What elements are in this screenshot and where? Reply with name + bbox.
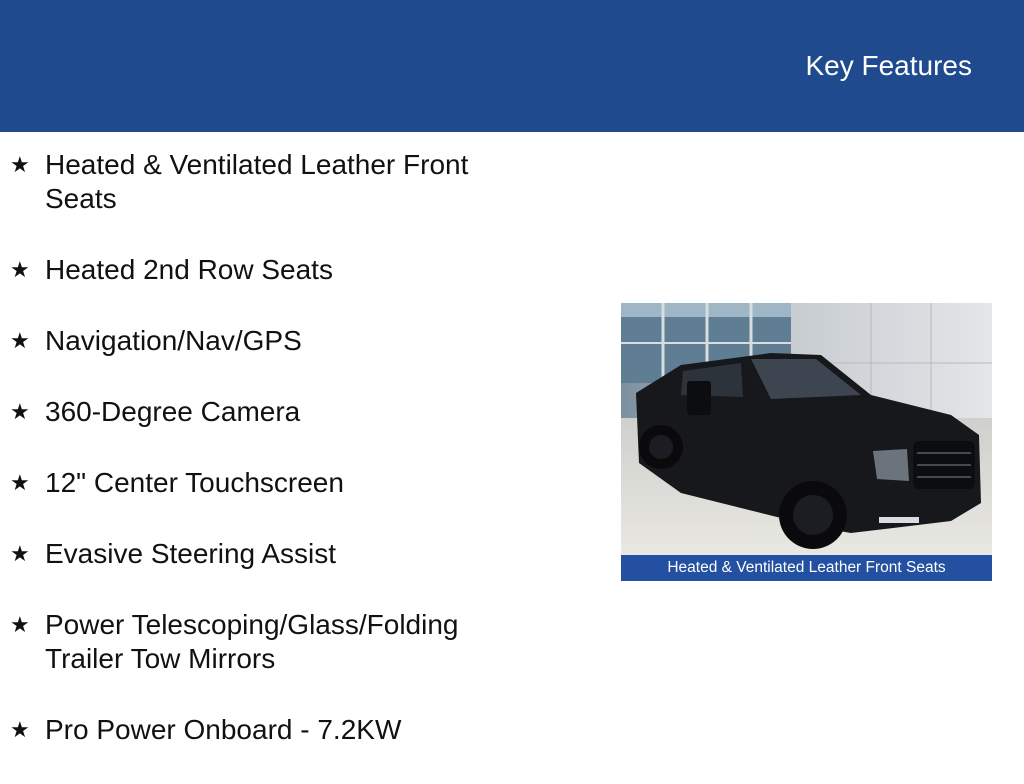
star-icon: ★: [10, 152, 30, 177]
photo-caption: Heated & Ventilated Leather Front Seats: [621, 555, 992, 581]
star-icon: ★: [10, 541, 30, 566]
list-item: [0, 608, 515, 676]
feature-label: 12" Center Touchscreen: [45, 467, 344, 498]
page-title: Key Features: [805, 50, 972, 81]
list-item: [0, 253, 515, 287]
feature-list: [0, 148, 560, 784]
feature-label: Evasive Steering Assist: [45, 538, 337, 569]
star-icon: ★: [10, 717, 30, 742]
list-item: [0, 324, 515, 358]
list-item: [0, 466, 515, 500]
list-item: [0, 713, 515, 747]
feature-label: Heated & Ventilated Leather Front Seats: [45, 149, 469, 214]
star-icon: ★: [10, 328, 30, 353]
feature-label: Power Telescoping/Glass/Folding Trailer Tow Mirrors: [45, 609, 459, 674]
star-icon: ★: [10, 399, 30, 424]
list-item: [0, 395, 515, 429]
feature-label: Heated 2nd Row Seats: [45, 254, 333, 285]
star-icon: ★: [10, 257, 30, 282]
feature-label: Pro Power Onboard - 7.2KW: [45, 714, 402, 745]
list-item: [0, 537, 515, 571]
vehicle-photo: [621, 303, 992, 581]
list-item: [0, 148, 515, 216]
header-bar: [0, 0, 1024, 132]
feature-label: 360-Degree Camera: [45, 396, 301, 427]
feature-label: Navigation/Nav/GPS: [45, 325, 302, 356]
truck-illustration: [621, 303, 992, 555]
star-icon: ★: [10, 470, 30, 495]
star-icon: ★: [10, 612, 30, 637]
